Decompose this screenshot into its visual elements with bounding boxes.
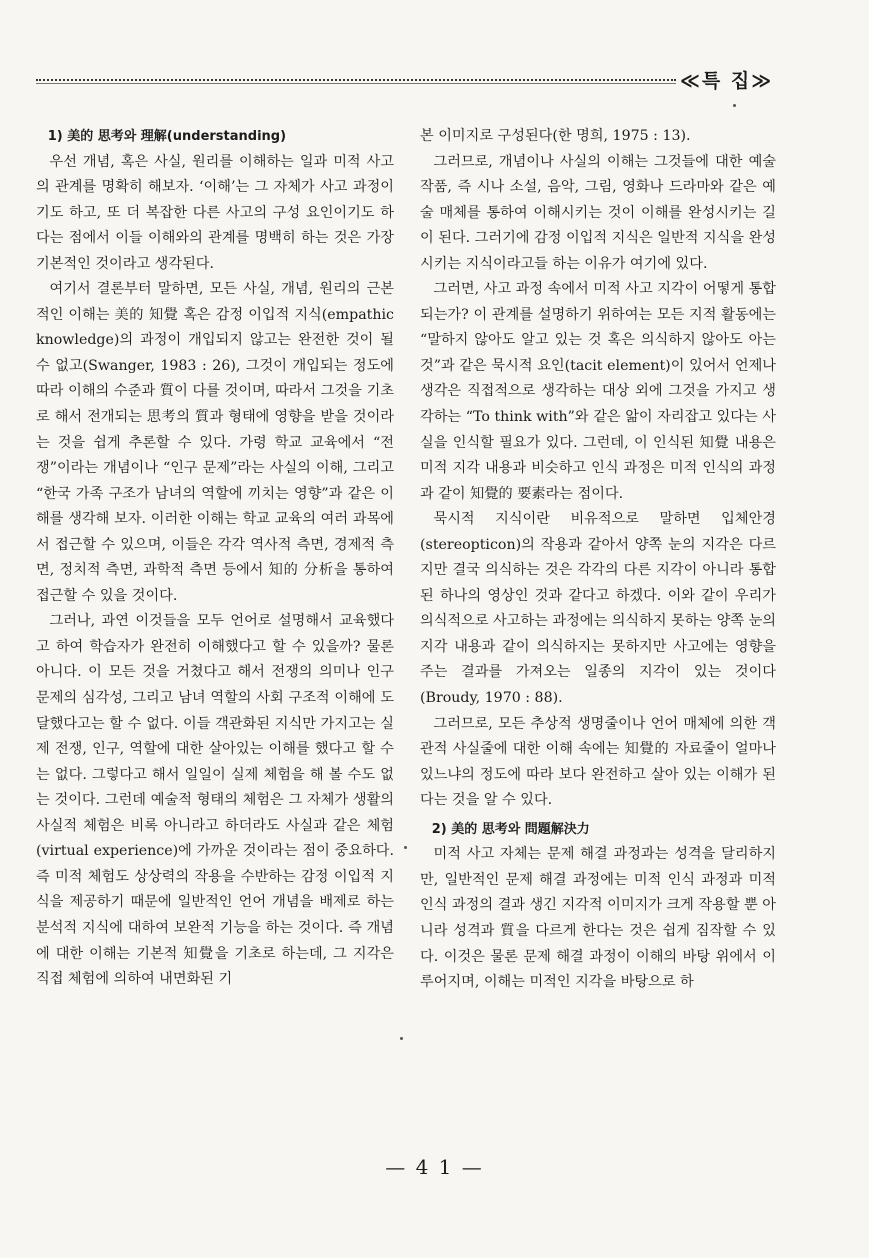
paragraph: 그러면, 사고 과정 속에서 미적 사고 지각이 어떻게 통합되는가? 이 관계를 설명하기 위하여는 모든 지적 활동에는 “말하지 않아도 알고 있는 것 혹은 의식하지 않아도 아는 것”과 같은 묵시적 요인(tacit element)이 있어서 언제나 생각은 직접적으로 생각하는 대상 외에 그것을 가지고 생각하는 “To think with”와 같은 앎이 자리잡고 있다는 사실을 인식할 필요가 있다. 그런데, 이 인식된 知覺 내용은 미적 지각 내용과 비슷하고 인식 과정은 미적 인식의 과정과 같이 知覺的 要素라는 점이다. [420,281,776,502]
paragraph: 우선 개념, 혹은 사실, 원리를 이해하는 일과 미적 사고의 관계를 명확히 해보자. ‘이해’는 그 자체가 사고 과정이기도 하고, 또 더 복잡한 다른 사고의 구성 요인이기도 하다는 점에서 이들 이해와의 관계를 명백히 하는 것은 가장 기본적인 것이라고 생각된다. [36,153,394,272]
right-column [420,124,776,996]
paragraph-continued: 본 이미지로 구성된다(한 명희, 1975 : 13). [420,128,691,144]
left-column [36,124,394,993]
section-label: ≪특 집≫ [680,70,774,92]
paragraph: 묵시적 지식이란 비유적으로 말하면 입체안경(stereopticon)의 작용과 같아서 양쪽 눈의 지각은 다르지만 결국 의식하는 것은 각각의 다른 지각이 아니라 통합된 하나의 영상인 것과 같다고 하겠다. 이와 같이 우리가 의식적으로 사고하는 과정에는 의식하지 못하는 양쪽 눈의 지각 내용과 같이 의식하지는 못하지만 사고에는 영향을 주는 결과를 가져오는 일종의 지각이 있는 것이다(Broudy, 1970 : 88). [420,511,776,707]
paragraph: 여기서 결론부터 말하면, 모든 사실, 개념, 원리의 근본적인 이해는 美的 知覺 혹은 감정 이입적 지식(empathic knowledge)의 과정이 개입되지 않고는 완전한 것이 될 수 없고(Swanger, 1983 : 26), 그것이 개입되는 정도에 따라 이해의 수준과 質이 다를 것이며, 따라서 그것을 기초로 해서 전개되는 思考의 質과 형태에 영향을 받을 것이라는 것을 쉽게 추론할 수 있다. 가령 학교 교육에서 “전쟁”이라는 개념이나 “인구 문제”라는 사실의 이해, 그리고 “한국 가족 구조가 남녀의 역할에 끼치는 영향”과 같은 이해를 생각해 보자. 이러한 이해는 학교 교육의 여러 과목에서 접근할 수 있으며, 이들은 각각 역사적 측면, 경제적 측면, 정치적 측면, 과학적 측면 등에서 知的 分析을 통하여 접근할 수 있을 것이다. [36,281,394,604]
scan-speck [733,104,736,107]
header-dotted-rule [36,79,676,81]
paragraph: 그러므로, 개념이나 사실의 이해는 그것들에 대한 예술 작품, 즉 시나 소설, 음악, 그림, 영화나 드라마와 같은 예술 매체를 통하여 이해시키는 것이 이해를 완성시키는 길이 된다. 그러기에 감정 이입적 지식은 일반적 지식을 완성시키는 지식이라고들 하는 이유가 여기에 있다. [420,153,776,272]
header-solid-rule [36,83,676,84]
section-heading-problem-solving: 2) 美的 思考와 問題解決力 [431,821,590,837]
paragraph: 그러나, 과연 이것들을 모두 언어로 설명해서 교육했다고 하여 학습자가 완전히 이해했다고 할 수 있을까? 물론 아니다. 이 모든 것을 거쳤다고 해서 전쟁의 의미나 인구 문제의 심각성, 그리고 남녀 역할의 사회 구조적 이해에 도달했다고는 할 수 없다. 이들 객관화된 지식만 가지고는 실제 전쟁, 인구, 역할에 대한 살아있는 이해를 했다고 할 수는 없다. 그렇다고 해서 일일이 실제 체험을 해 볼 수도 없는 것이다. 그런데 예술적 형태의 체험은 그 자체가 생활의 사실적 체험은 비록 아니라고 하더라도 사실과 같은 체험(virtual experience)에 가까운 것이라는 점이 중요하다. 즉 미적 체험도 상상력의 작용을 수반하는 감정 이입적 지식을 제공하기 때문에 일반적인 언어 개념을 배제로 하는 분석적 지식에 대하여 보완적 기능을 하는 것이다. 즉 개념에 대한 이해는 기본적 知覺을 기초로 하는데, 그 지각은 직접 체험에 의하여 내면화된 기 [36,613,394,988]
section-heading-understanding: 1) 美的 思考와 理解(understanding) [47,129,287,144]
paragraph: 미적 사고 자체는 문제 해결 과정과는 성격을 달리하지만, 일반적인 문제 해결 과정에는 미적 인식 과정과 미적 인식 과정의 결과 생긴 지각적 이미지가 크게 작용할 뿐 아니라 성격과 質을 다르게 한다는 것은 쉽게 짐작할 수 있다. 이것은 물론 문제 해결 과정이 이해의 바탕 위에서 이루어지며, 이해는 미적인 지각을 바탕으로 하 [420,846,776,991]
scan-speck [400,1037,403,1040]
scan-speck [404,846,407,849]
paragraph: 그러므로, 모든 추상적 생명줄이나 언어 매체에 의한 객관적 사실줄에 대한 이해 속에는 知覺的 자료줄이 얼마나 있느냐의 정도에 따라 보다 완전하고 살아 있는 이해가 된다는 것을 알 수 있다. [420,715,776,809]
page-number: — 4 1 — [385,1155,484,1179]
